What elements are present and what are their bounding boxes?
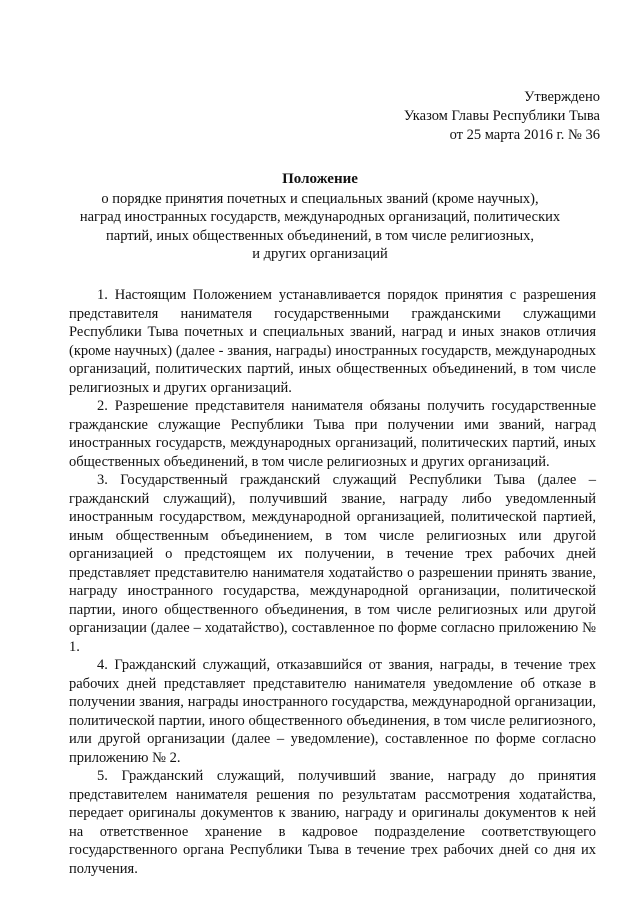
title-block (60, 170, 580, 264)
paragraph-5: 5. Гражданский служащий, получивший звание, награду до принятия представителем нанимателя решения по результатам рассмотрения ходатайства, передает оригиналы документов к званию, награду и оригиналы документов к ней на ответственное хранение в кадровое подразделение соответствующего государственного органа Республики Тыва в течение трех рабочих дней со дня их получения. (69, 768, 596, 877)
approval-stamp (404, 88, 600, 145)
approval-line-decree: Указом Главы Республики Тыва (403, 108, 600, 124)
paragraph-3: 3. Государственный гражданский служащий Республики Тыва (далее – гражданский служащий), получивший звание, награду либо уведомленный иностранным государством, международной организацией, политической партией, иным общественным объединением, в том числе религиозных или другой организацией о предстоящем их получении, в течение трех рабочих дней представляет представителю нанимателя ходатайство о разрешении принять звание, награду иностранного государства, международной организации, политической партии, иного общественного объединения, в том числе религиозных или другой организации (далее – ходатайство), составленное по форме согласно приложению № 1. (69, 472, 596, 655)
paragraph-2: 2. Разрешение представителя нанимателя обязаны получить государственные гражданские служащие Республики Тыва при получении ими званий, наград иностранных государств, международных организаций, политических партий, иных общественных объединений, в том числе религиозных и других организаций. (69, 398, 596, 470)
approval-line-date: от 25 марта 2016 г. № 36 (449, 127, 600, 143)
paragraph-1: 1. Настоящим Положением устанавливается порядок принятия с разрешения представителя нанимателя государственными гражданскими служащими Республики Тыва почетных и специальных званий, наград и иных знаков отличия (кроме научных) (далее - звания, награды) иностранных государств, международных организаций, политических партий, иных общественных объединений, в том числе религиозных и других организаций. (69, 287, 596, 396)
approval-line-approved: Утверждено (524, 89, 600, 105)
paragraph-4: 4. Гражданский служащий, отказавшийся от звания, награды, в течение трех рабочих дней представляет представителю нанимателя уведомление об отказе в получении звания, награды иностранного государства, международной организации, политической партии, иного общественного объединения, в том числе религиозного, или другой организации (далее – уведомление), составленное по форме согласно приложению № 2. (69, 657, 596, 766)
subtitle-line: партий, иных общественных объединений, в том числе религиозных, (106, 227, 534, 244)
document-body (69, 286, 596, 878)
document-title: Положение (282, 171, 358, 187)
subtitle-line: наград иностранных государств, международных организаций, политических (79, 209, 561, 225)
subtitle-line: и других организаций (252, 246, 388, 262)
subtitle-line: о порядке принятия почетных и специальных званий (кроме научных), (101, 190, 539, 207)
